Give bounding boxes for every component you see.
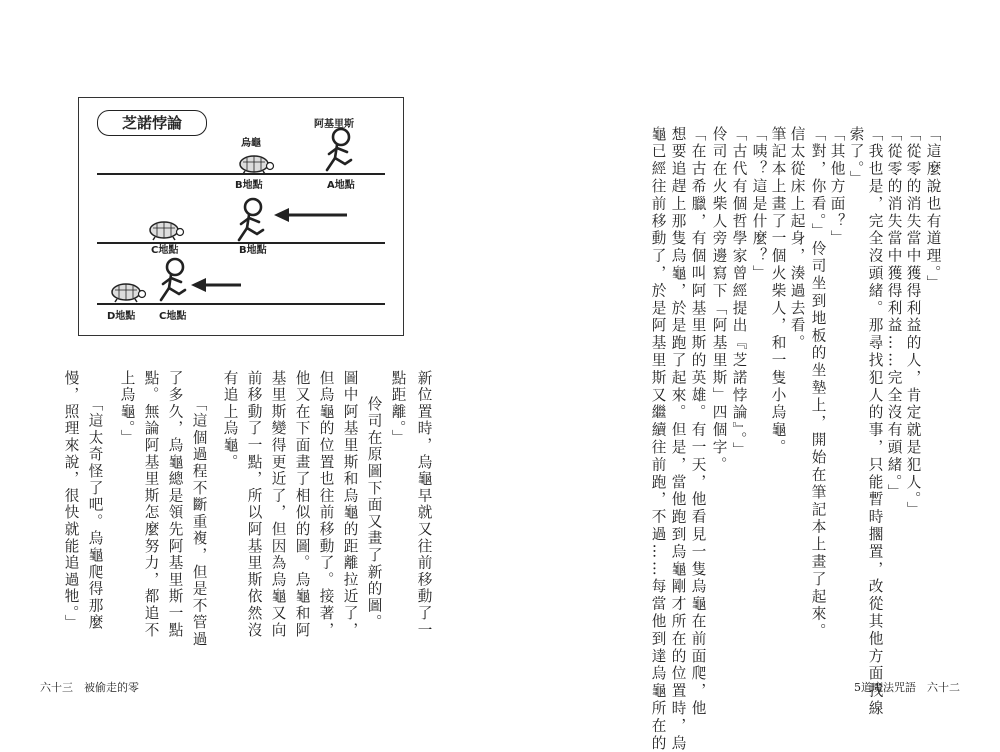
text-line: 「其他方面？」: [828, 126, 846, 248]
text-line: 新位置時，烏龜早就又往前移動了一: [415, 370, 433, 639]
runner-icon: [161, 259, 185, 300]
text-line: 筆記本上畫了一個火柴人，和一隻小烏龜。: [769, 126, 787, 457]
point-c-label: C地點: [151, 245, 179, 256]
text-line: 「對，你看。」伶司坐到地板的坐墊上，開始在筆記本上畫了起來。: [809, 126, 827, 641]
text-line: 「咦？這是什麼？」: [750, 126, 768, 283]
text-line: 有追上烏龜。: [221, 370, 239, 471]
runner-label: 阿基里斯: [314, 119, 354, 130]
text-line: 信太從床上起身，湊過去看。: [788, 126, 806, 353]
turtle-label: 烏龜: [241, 138, 261, 149]
turtle-icon: [150, 222, 184, 240]
zeno-paradox-figure: [78, 97, 404, 336]
text-line: 但烏龜的位置也往前移動了。接著，: [317, 370, 335, 639]
point-b-label: B地點: [239, 245, 267, 256]
point-c-label: C地點: [159, 311, 187, 322]
text-line: 「古代有個哲學家曾經提出『芝諾悖論』。」: [730, 126, 748, 460]
point-a-label: A地點: [327, 180, 355, 191]
right-page-footer: 5道魔法咒語 六十二: [854, 681, 960, 694]
text-line: 慢，照理來說，很快就能追過牠。」: [62, 370, 80, 632]
point-b-label: B地點: [235, 180, 263, 191]
runner-icon: [327, 129, 351, 170]
text-line: 基里斯變得更近了，但因為烏龜又向: [269, 370, 287, 639]
figure-title: 芝諾悖論: [121, 114, 182, 132]
text-line: 「這個過程不斷重複，但是不管過: [190, 396, 208, 648]
text-line: 「從零的消失當中獲得利益的人，肯定就是犯人。」: [904, 126, 922, 519]
text-line: 「這麼說也有道理。」: [924, 126, 942, 293]
text-line: 點距離。」: [389, 370, 407, 447]
text-line: 前移動了一點，所以阿基里斯依然沒: [245, 370, 263, 639]
text-line: 他又在下面畫了相似的圖。烏龜和阿: [293, 370, 311, 639]
text-line: 想要追趕上那隻烏龜，於是跑了起來。但是，當他跑到烏龜剛才所在的位置時，烏: [669, 126, 687, 752]
runner-icon: [239, 199, 263, 240]
turtle-icon: [240, 156, 274, 174]
left-page-footer: 六十三 被偷走的零: [40, 681, 139, 694]
arrow-left-icon: [191, 278, 241, 292]
text-line: 了多久，烏龜總是領先阿基里斯一點: [166, 370, 184, 639]
text-line: 伶司在原圖下面又畫了新的圖。: [365, 396, 383, 632]
text-line: 「我也是，完全沒頭緒。那尋找犯人的事，只能暫時擱置，改從其他方面找線: [866, 126, 884, 718]
text-line: 「在古希臘，有個叫阿基里斯的英雄。有一天，他看見一隻烏龜在前面爬，他: [689, 126, 707, 718]
text-line: 龜已經往前移動了，於是阿基里斯又繼續往前跑，不過……每當他到達烏龜所在的: [649, 126, 667, 752]
text-line: 點。無論阿基里斯怎麼努力，都追不: [142, 370, 160, 639]
text-line: 索了。」: [847, 126, 865, 189]
turtle-icon: [112, 284, 146, 302]
text-line: 圖中阿基里斯和烏龜的距離拉近了，: [341, 370, 359, 639]
text-line: 伶司在火柴人旁邊寫下「阿基里斯」四個字。: [710, 126, 728, 474]
arrow-left-icon: [274, 208, 347, 222]
point-d-label: D地點: [107, 311, 136, 322]
text-line: 「從零的消失當中獲得利益……完全沒有頭緒。」: [885, 126, 903, 502]
text-line: 上烏龜。」: [118, 370, 136, 447]
text-line: 「這太奇怪了吧。烏龜爬得那麼: [86, 396, 104, 632]
